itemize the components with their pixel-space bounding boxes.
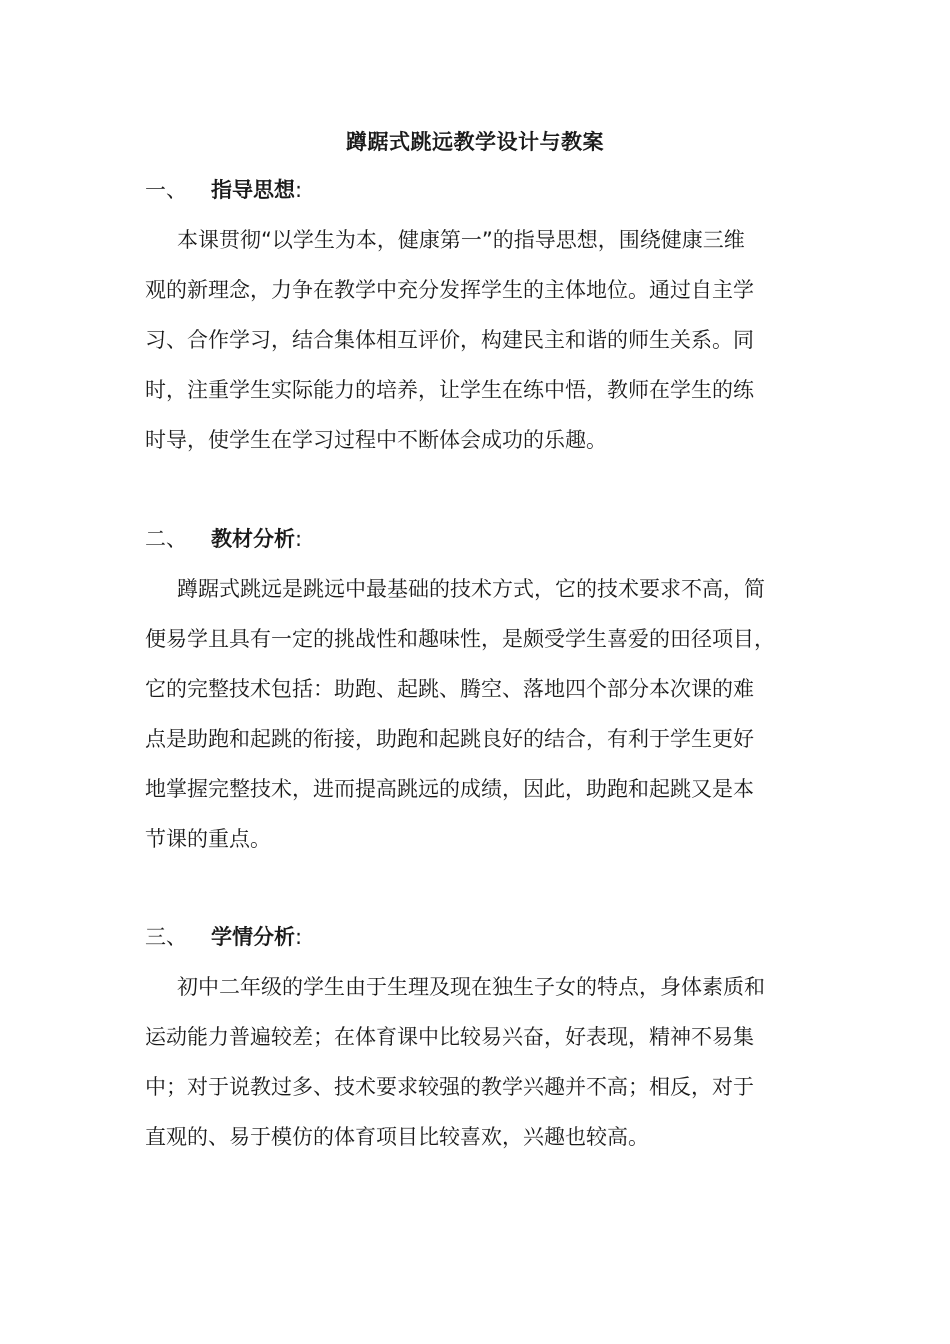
paragraph-line: 点是助跑和起跳的衔接，助跑和起跳良好的结合，有利于学生更好 bbox=[145, 727, 754, 751]
paragraph-line: 观的新理念，力争在教学中充分发挥学生的主体地位。通过自主学 bbox=[145, 278, 754, 302]
paragraph-line: 地掌握完整技术，进而提高跳远的成绩，因此，助跑和起跳又是本 bbox=[145, 777, 754, 801]
document-title: 蹲踞式跳远教学设计与教案 bbox=[346, 130, 604, 154]
section-paragraph-material-analysis bbox=[145, 564, 825, 864]
paragraph-line: 时，注重学生实际能力的培养，让学生在练中悟，教师在学生的练 bbox=[145, 378, 754, 402]
section-title: 指导思想 bbox=[211, 178, 295, 202]
section-number: 三、 bbox=[145, 925, 187, 949]
paragraph-line: 初中二年级的学生由于生理及现在独生子女的特点，身体素质和 bbox=[177, 975, 765, 999]
paragraph-line: 习、合作学习，结合集体相互评价，构建民主和谐的师生关系。同 bbox=[145, 328, 754, 352]
section-title: 教材分析 bbox=[211, 527, 295, 551]
section-colon: : bbox=[295, 925, 303, 949]
section-number: 一、 bbox=[145, 178, 187, 202]
paragraph-line: 节课的重点。 bbox=[145, 827, 271, 851]
paragraph-line: 时导，使学生在学习过程中不断体会成功的乐趣。 bbox=[145, 428, 607, 452]
section-heading-student-analysis bbox=[145, 923, 302, 951]
paragraph-line: 它的完整技术包括：助跑、起跳、腾空、落地四个部分本次课的难 bbox=[145, 677, 754, 701]
section-colon: : bbox=[295, 527, 303, 551]
section-paragraph-student-analysis bbox=[145, 962, 825, 1162]
section-heading-material-analysis bbox=[145, 525, 302, 553]
paragraph-line: 运动能力普遍较差；在体育课中比较易兴奋，好表现，精神不易集 bbox=[145, 1025, 754, 1049]
paragraph-line: 便易学且具有一定的挑战性和趣味性，是颇受学生喜爱的田径项目， bbox=[145, 627, 775, 651]
paragraph-line: 中；对于说教过多、技术要求较强的教学兴趣并不高；相反，对于 bbox=[145, 1075, 754, 1099]
section-colon: : bbox=[295, 178, 303, 202]
section-heading-guiding-ideology bbox=[145, 176, 302, 204]
section-number: 二、 bbox=[145, 527, 187, 551]
paragraph-line: 蹲踞式跳远是跳远中最基础的技术方式，它的技术要求不高，简 bbox=[177, 577, 765, 601]
section-title: 学情分析 bbox=[211, 925, 295, 949]
section-paragraph-guiding-ideology bbox=[145, 215, 825, 465]
paragraph-line: 本课贯彻“以学生为本，健康第一”的指导思想，围绕健康三维 bbox=[177, 228, 745, 252]
paragraph-line: 直观的、易于模仿的体育项目比较喜欢，兴趣也较高。 bbox=[145, 1125, 649, 1149]
